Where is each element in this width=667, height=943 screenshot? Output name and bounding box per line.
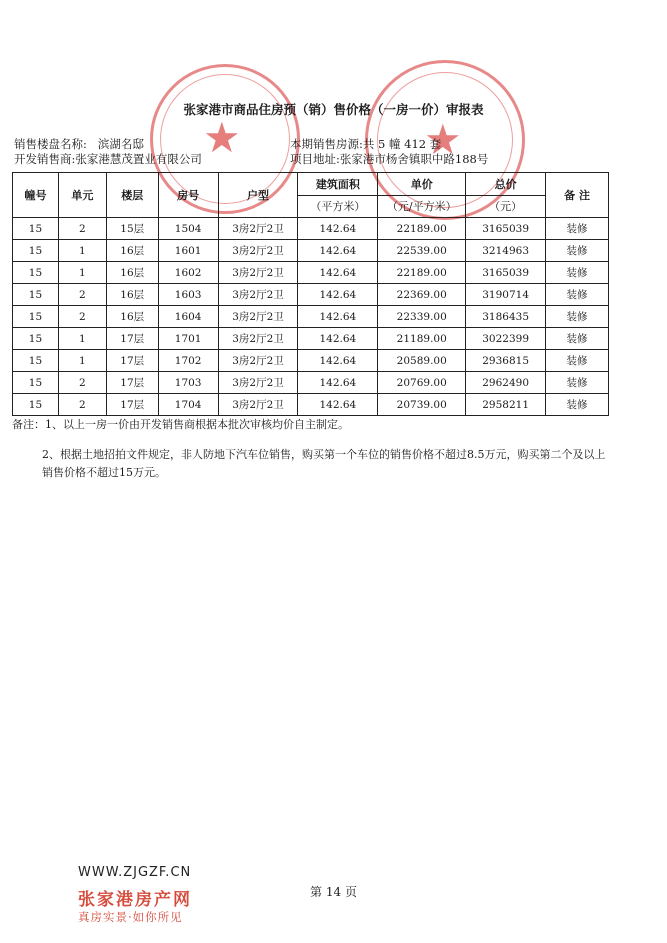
cell-price: 20769.00 [378,372,466,394]
cell-remark: 装修 [546,328,609,350]
cell-area: 142.64 [298,394,378,416]
table-row [13,328,609,350]
header-room: 房号 [158,173,218,218]
header-area: 建筑面积 [298,173,378,196]
cell-price: 20739.00 [378,394,466,416]
cell-area: 142.64 [298,240,378,262]
seal-star-icon: ★ [203,113,241,162]
cell-building: 15 [13,394,59,416]
cell-room: 1604 [158,306,218,328]
cell-unit: 1 [58,328,106,350]
cell-area: 142.64 [298,284,378,306]
cell-remark: 装修 [546,240,609,262]
cell-building: 15 [13,284,59,306]
cell-floor: 17层 [106,350,158,372]
cell-unit: 2 [58,218,106,240]
page-number: 第 14 页 [310,885,357,899]
cell-unit: 1 [58,262,106,284]
cell-remark: 装修 [546,350,609,372]
cell-total: 3214963 [466,240,546,262]
header-building: 幢号 [13,173,59,218]
cell-price: 22539.00 [378,240,466,262]
cell-layout: 3房2厅2卫 [218,372,298,394]
project-name-line [14,136,144,152]
cell-floor: 17层 [106,394,158,416]
cell-unit: 1 [58,350,106,372]
header-price: 单价 [378,173,466,196]
project-label: 销售楼盘名称: [14,137,87,151]
cell-remark: 装修 [546,372,609,394]
cell-floor: 17层 [106,328,158,350]
cell-room: 1504 [158,218,218,240]
cell-area: 142.64 [298,262,378,284]
cell-remark: 装修 [546,284,609,306]
header-floor: 楼层 [106,173,158,218]
developer-line [14,151,202,167]
cell-price: 20589.00 [378,350,466,372]
cell-room: 1702 [158,350,218,372]
table-row [13,262,609,284]
address-line [290,151,488,167]
cell-building: 15 [13,372,59,394]
cell-total: 3165039 [466,262,546,284]
cell-layout: 3房2厅2卫 [218,240,298,262]
cell-total: 2936815 [466,350,546,372]
cell-building: 15 [13,262,59,284]
table-row [13,240,609,262]
table-row [13,218,609,240]
cell-room: 1603 [158,284,218,306]
cell-unit: 1 [58,240,106,262]
table-row [13,306,609,328]
cell-room: 1601 [158,240,218,262]
cell-unit: 2 [58,394,106,416]
header-price-unit: （元/平方米） [378,195,466,218]
cell-total: 3190714 [466,284,546,306]
cell-layout: 3房2厅2卫 [218,306,298,328]
cell-room: 1704 [158,394,218,416]
cell-total: 3165039 [466,218,546,240]
cell-area: 142.64 [298,328,378,350]
cell-price: 22189.00 [378,218,466,240]
header-unit: 单元 [58,173,106,218]
cell-price: 21189.00 [378,328,466,350]
cell-layout: 3房2厅2卫 [218,218,298,240]
watermark-slogan: 真房实景·如你所见 [78,910,183,924]
watermark-brand: 张家港房产网 [78,890,192,910]
cell-price: 22189.00 [378,262,466,284]
cell-total: 3186435 [466,306,546,328]
cell-remark: 装修 [546,262,609,284]
cell-layout: 3房2厅2卫 [218,262,298,284]
cell-building: 15 [13,240,59,262]
cell-layout: 3房2厅2卫 [218,284,298,306]
cell-layout: 3房2厅2卫 [218,350,298,372]
cell-area: 142.64 [298,350,378,372]
cell-area: 142.64 [298,218,378,240]
address-label: 项目地址: [290,152,340,166]
table-row [13,284,609,306]
cell-floor: 16层 [106,240,158,262]
developer-name: 张家港慧茂置业有限公司 [75,152,202,166]
cell-building: 15 [13,306,59,328]
cell-building: 15 [13,350,59,372]
cell-total: 2958211 [466,394,546,416]
seal-star-icon: ★ [424,115,462,164]
cell-floor: 16层 [106,284,158,306]
document-title: 张家港市商品住房预（销）售价格（一房一价）审报表 [183,102,484,117]
cell-area: 142.64 [298,306,378,328]
cell-building: 15 [13,218,59,240]
table-row [13,350,609,372]
price-table-body [13,218,609,416]
cell-remark: 装修 [546,394,609,416]
table-row [13,394,609,416]
note-2: 2、根据土地招拍文件规定，非人防地下汽车位销售，购买第一个车位的销售价格不超过8.5万元，购买第二个及以上销售价格不超过15万元。 [42,448,606,479]
cell-unit: 2 [58,306,106,328]
cell-unit: 2 [58,372,106,394]
cell-building: 15 [13,328,59,350]
cell-layout: 3房2厅2卫 [218,328,298,350]
note-1: 备注：1、以上一房一价由开发销售商根据本批次审核均价自主制定。 [12,418,349,431]
cell-floor: 16层 [106,262,158,284]
cell-remark: 装修 [546,306,609,328]
cell-room: 1703 [158,372,218,394]
cell-floor: 16层 [106,306,158,328]
watermark-url: WWW.ZJGZF.CN [78,865,192,880]
cell-floor: 15层 [106,218,158,240]
header-total: 总价 [466,173,546,196]
address-value: 张家港市杨舍镇职中路188号 [339,152,489,166]
project-name: 滨湖名邸 [97,137,144,151]
batch-value: 共 5 幢 412 套 [362,137,442,151]
table-row [13,372,609,394]
cell-floor: 17层 [106,372,158,394]
notes-section [12,416,612,482]
price-table [12,172,609,416]
cell-price: 22369.00 [378,284,466,306]
header-area-unit: （平方米） [298,195,378,218]
developer-label: 开发销售商: [14,152,76,166]
cell-unit: 2 [58,284,106,306]
cell-total: 3022399 [466,328,546,350]
cell-total: 2962490 [466,372,546,394]
cell-room: 1701 [158,328,218,350]
cell-area: 142.64 [298,372,378,394]
header-layout: 户型 [218,173,298,218]
cell-price: 22339.00 [378,306,466,328]
header-total-unit: （元） [466,195,546,218]
header-remark: 备 注 [546,173,609,218]
cell-remark: 装修 [546,218,609,240]
batch-label: 本期销售房源: [290,137,363,151]
cell-layout: 3房2厅2卫 [218,394,298,416]
cell-room: 1602 [158,262,218,284]
batch-line [290,136,441,152]
